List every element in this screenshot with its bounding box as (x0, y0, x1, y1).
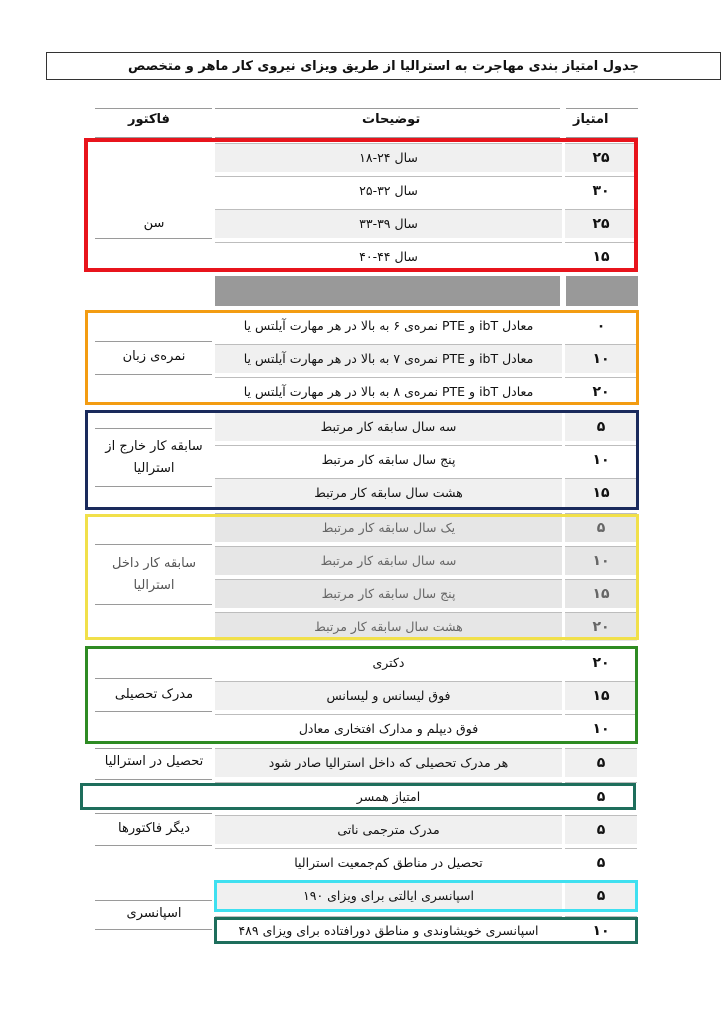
row-description: یک سال سابقه کار مرتبط (215, 513, 562, 542)
row-description: هر مدرک تحصیلی که داخل استرالیا صادر شود (215, 748, 562, 777)
row-description: هشت سال سابقه کار مرتبط (215, 612, 562, 641)
row-description: معادل ibT و PTE نمره‌ی ۶ به بالا در هر مهارت آیلتس یا (215, 311, 562, 340)
row-description: پنج سال سابقه کار مرتبط (215, 445, 562, 474)
header-top-line (95, 108, 212, 109)
factor-work-abroad-line2: استرالیا (133, 461, 175, 476)
highlight-frame-work-abroad (85, 410, 639, 510)
row-description: فوق دیپلم و مدارک افتخاری معادل (215, 714, 562, 743)
factor-work-domestic-line2: استرالیا (133, 578, 175, 593)
row-score: ۵ (565, 412, 637, 441)
row-score: ۱۵ (565, 478, 637, 507)
row-description: سال ۳۹-۳۳ (215, 209, 562, 238)
factor-separator (95, 929, 212, 930)
table-row (213, 814, 638, 844)
row-score: ۱۰ (565, 916, 637, 945)
table-row (213, 847, 638, 877)
row-description: امتیاز همسر (215, 782, 562, 811)
factor-separator (95, 900, 212, 901)
row-description: سال ۲۴-۱۸ (215, 143, 562, 172)
row-description: معادل ibT و PTE نمره‌ی ۷ به بالا در هر مهارت آیلتس یا (215, 344, 562, 373)
row-score: ۱۰ (565, 546, 637, 575)
row-description: فوق لیسانس و لیسانس (215, 681, 562, 710)
header-top-line (566, 108, 638, 109)
factor-age: سن (143, 216, 165, 231)
row-score: ۱۰ (565, 344, 637, 373)
highlight-frame-state-sponsorship (214, 880, 638, 912)
factor-separator (95, 779, 212, 780)
section-divider-banner (215, 276, 560, 306)
row-description: اسپانسری ایالتی برای ویزای ۱۹۰ (215, 881, 562, 910)
row-score: ۵ (565, 881, 637, 910)
row-score: ۲۰ (565, 648, 637, 677)
row-score: ۱۵ (565, 579, 637, 608)
header-score: امتیاز (573, 112, 609, 127)
row-score: ۱۰ (565, 445, 637, 474)
row-description: سه سال سابقه کار مرتبط (215, 546, 562, 575)
header-description: توضیحات (362, 112, 421, 127)
row-score: ۵ (565, 748, 637, 777)
row-description: معادل ibT و PTE نمره‌ی ۸ به بالا در هر مهارت آیلتس یا (215, 377, 562, 406)
row-description: سه سال سابقه کار مرتبط (215, 412, 562, 441)
row-score: ۱۵ (565, 242, 637, 271)
row-score: ۲۵ (565, 209, 637, 238)
factor-sponsorship: اسپانسری (126, 906, 182, 921)
row-score: ۰ (565, 311, 637, 340)
row-description: پنج سال سابقه کار مرتبط (215, 579, 562, 608)
row-score: ۳۰ (565, 176, 637, 205)
row-score: ۵ (565, 815, 637, 844)
row-score: ۵ (565, 513, 637, 542)
row-score: ۱۰ (565, 714, 637, 743)
factor-separator (95, 845, 212, 846)
row-description: سال ۳۲-۲۵ (215, 176, 562, 205)
section-divider-banner (566, 276, 638, 306)
row-description: سال ۴۴-۴۰ (215, 242, 562, 271)
row-score: ۵ (565, 848, 637, 877)
factor-language: نمره‌ی زبان (122, 349, 186, 364)
highlight-frame-work-domestic (85, 514, 639, 640)
row-description: تحصیل در مناطق کم‌جمعیت استرالیا (215, 848, 562, 877)
factor-other: دیگر فاکتورها (118, 821, 190, 836)
factor-work-abroad-line1: سابقه کار خارج از (105, 439, 203, 454)
factor-work-domestic-line1: سابقه کار داخل (112, 556, 196, 571)
highlight-frame-partner (80, 783, 636, 810)
row-description: اسپانسری خویشاوندی و مناطق دورافتاده برای ویزای ۴۸۹ (215, 916, 562, 945)
row-score: ۵ (565, 782, 637, 811)
factor-study-australia: تحصیل در استرالیا (104, 754, 204, 769)
highlight-frame-education (85, 646, 638, 744)
header-top-line (215, 108, 560, 109)
highlight-frame-family-sponsorship (214, 917, 638, 944)
table-row (213, 747, 638, 777)
row-score: ۱۵ (565, 681, 637, 710)
row-description: هشت سال سابقه کار مرتبط (215, 478, 562, 507)
page-title: جدول امتیاز بندی مهاجرت به استرالیا از طریق ویزای نیروی کار ماهر و متخصص (46, 52, 721, 80)
row-score: ۲۰ (565, 377, 637, 406)
row-score: ۲۰ (565, 612, 637, 641)
highlight-frame-language (85, 310, 639, 405)
factor-separator (95, 813, 212, 814)
row-score: ۲۵ (565, 143, 637, 172)
highlight-frame-age (84, 138, 638, 272)
row-description: دکتری (215, 648, 562, 677)
factor-separator (95, 748, 212, 749)
row-description: مدرک مترجمی ناتی (215, 815, 562, 844)
header-factor: فاکتور (128, 112, 170, 127)
factor-education: مدرک تحصیلی (114, 687, 194, 702)
